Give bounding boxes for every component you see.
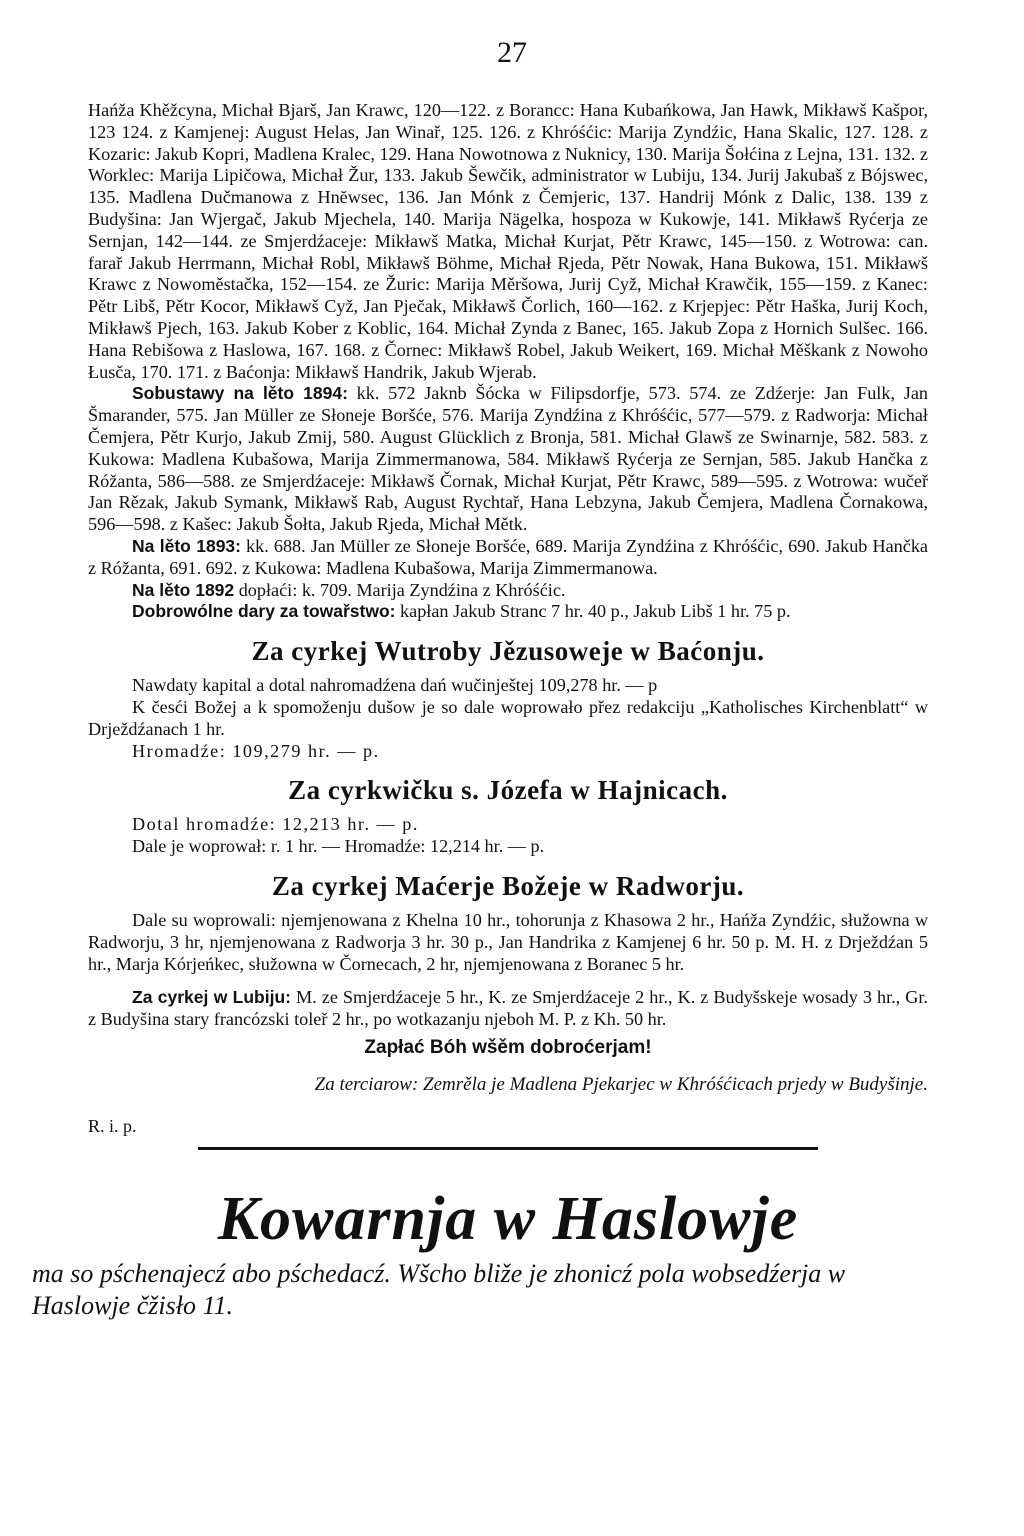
lubij-church-text: M. ze Smjerdźaceje 5 hr., K. ze Smjerdźaceje 2 hr., K. z Budyšskeje wosady 3 hr., Gr. z Budyšina stary francózski toleř 2 hr., po wotkazanju njeboh M. P. z Kh. 50 hr. (88, 987, 928, 1030)
hajnicy-total-line: Dotal hromadźe: 12,213 hr. — p. (132, 814, 419, 835)
separator-rule (198, 1147, 818, 1150)
advertisement-title: Kowarnja w Haslowje (217, 1184, 799, 1253)
members-1894-text: kk. 572 Jaknb Šócka w Filipsdorfje, 573. 574. ze Zdźerje: Jan Fulk, Jan Šmarander, 575. Jan Müller ze Słoneje Boršće, 576. Marija Zyndźina z Khróśćic, 577—579. z Radworja: Michał Čemjera, Pětr Kurjo, Jakub Zmij, 580. August Glücklich z Bronja, 581. Michał Glawš ze Swinarnje, 582. 583. z Kukowa: Madlena Kubašowa, Marija Zimmermanowa, 584. Mikławš Ryćerja ze Sernjan, 585. Jakub Hančka z Róžanta, 586—588. ze Smjerdźaceje: Mikławš Čornak, Michał Kurjat, Pětr Krawc, 589—595. z Wotrowa: wučeř Jan Rězak, Jakub Symank, Mikławš Rab, August Rychtař, Hana Lebzyna, Jakub Čemjera, Madlena Čornakowa, 596—598. z Kašec: Jakub Šołta, Jakub Rjeda, Michał Mětk. (88, 383, 928, 535)
lubij-church-label: Za cyrkej w Lubiju: (132, 987, 291, 1008)
voluntary-gifts-label: Dobrowólne dary za towařstwo: (132, 601, 396, 622)
voluntary-gifts-paragraph (88, 601, 928, 623)
bacon-donation-line: K česći Božej a k spomoženju dušow je so dale woprowało přez redakciju „Katholisches Kirchenblatt“ w Drježdźanach 1 hr. (88, 696, 928, 739)
rip-signature: R. i. p. (88, 1115, 137, 1136)
members-1893-label: Na lěto 1893: (132, 535, 241, 556)
page-number: 27 (497, 36, 527, 69)
hajnicy-donation-line: Dale je woprował: r. 1 hr. — Hromadźe: 12,214 hr. — p. (132, 836, 545, 857)
members-1892-text: dopłaći: k. 709. Marija Zyndźina z Khróśćic. (234, 579, 566, 600)
voluntary-gifts-text: kapłan Jakub Stranc 7 hr. 40 p., Jakub Libš 1 hr. 75 p. (395, 601, 791, 622)
members-1892-label: Na lěto 1892 (132, 579, 235, 600)
bacon-total-line: Hromadźe: 109,279 hr. — p. (132, 740, 380, 761)
hajnicy-chapel-heading: Za cyrkwičku s. Józefa w Hajnicach. (288, 775, 728, 806)
donor-list-paragraph: Hańža Khěžcyna, Michał Bjarš, Jan Krawc, 120—122. z Borancc: Hana Kubańkowa, Jan Hawk, Mikławš Kašpor, 123 124. z Kamjenej: August Helas, Jan Winař, 125. 126. z Khróśćic: Marija Zyndźic, Hana Skalic, 127. 128. z Kozaric: Jakub Kopri, Madlena Kralec, 129. Hana Nowotnowa z Nuknicy, 130. Marija Šołćina z Lejna, 131. 132. z Worklec: Marija Lipičowa, Michał Žur, 133. Jakub Šewčik, administrator w Lubiju, 134. Jurij Jakubaš z Bójswec, 135. Madlena Dučmanowa z Hnĕwsec, 136. Jan Mónk z Čemjeric, 137. Handrij Mónk z Dalic, 138. 139 z Budyšina: Jan Wjergač, Jakub Mjechela, 140. Marija Nägelka, hospoza w Kukowje, 141. Mikławš Ryćerja ze Sernjan, 142—144. ze Smjerdźaceje: Mikławš Matka, Michał Kurjat, Pětr Krawc, 145—150. z Wotrowa: can. farař Jakub Herrmann, Michał Robl, Mikławš Böhme, Michał Rjeda, Pětr Nowak, Hana Bukowa, 151. Mikławš Krawc z Nowoměstačka, 152—154. ze Žuric: Marija Měršowa, Jurij Cyž, Michał Krawčik, 155—159. z Kanec: Pětr Libš, Pětr Kocor, Mikławš Cyž, Jan Pječak, Mikławš Čorlich, 160—162. z Krjepjec: Pětr Haška, Jurij Koch, Mikławš Pjech, 163. Jakub Kober z Koblic, 164. Michał Zynda z Banec, 165. Jakub Zopa z Hornich Sulšec. 166. Hana Rebišowa z Haslowa, 167. 168. z Čornec: Mikławš Robel, Jakub Weikert, 169. Michał Měškank z Nowoho Łusča, 170. 171. z Baćonja: Mikławš Handrik, Jakub Wjerab. (88, 100, 928, 382)
lubij-church-paragraph (88, 987, 928, 1031)
members-1894-label: Sobustawy na lěto 1894: (132, 383, 348, 404)
thanks-line: Zapłać Bóh wšěm dobroćerjam! (364, 1036, 652, 1058)
tertiaries-note: Za terciarow: Zemrěla je Madlena Pjekarjec w Khróśćicach prjedy w Budyšinje. (314, 1073, 928, 1095)
body-text (32, 100, 929, 1322)
bacon-church-heading: Za cyrkej Wutroby Jězusoweje w Baćonju. (251, 636, 765, 667)
bacon-capital-line: Nawdaty kapital a dotal nahromadźena dań wučinještej 109,278 hr. — p (132, 675, 658, 696)
members-1893-text: kk. 688. Jan Müller ze Słoneje Boršće, 689. Marija Zyndźina z Khróśćic, 690. Jakub Hančka z Róžanta, 691. 692. z Kukowa: Madlena Kubašowa, Marija Zimmermanowa. (88, 535, 929, 578)
radwor-donation-paragraph: Dale su woprowali: njemjenowana z Khelna 10 hr., tohorunja z Khasowa 2 hr., Hańža Zyndźic, słužowna w Radworju, 3 hr, njemjenowana z Radworja 3 hr. 30 p., Jan Handrika z Kamjenej 6 hr. 50 p. M. H. z Drježdźan 5 hr., Marja Kórjeńkec, słužowna w Čornecach, 2 hr, njemjenowana z Boranec 5 hr. (88, 909, 928, 974)
members-1892-paragraph (88, 580, 928, 602)
members-1893-paragraph (88, 536, 928, 580)
radwor-church-heading: Za cyrkej Maćerje Božeje w Radworju. (271, 870, 745, 901)
members-1894-paragraph (88, 383, 928, 536)
advertisement-text: ma so pśchenajecź abo pśchedacź. Wšcho bliže je zhonicź pola wobsedźerja w Haslowje čžisło 11. (32, 1258, 846, 1320)
